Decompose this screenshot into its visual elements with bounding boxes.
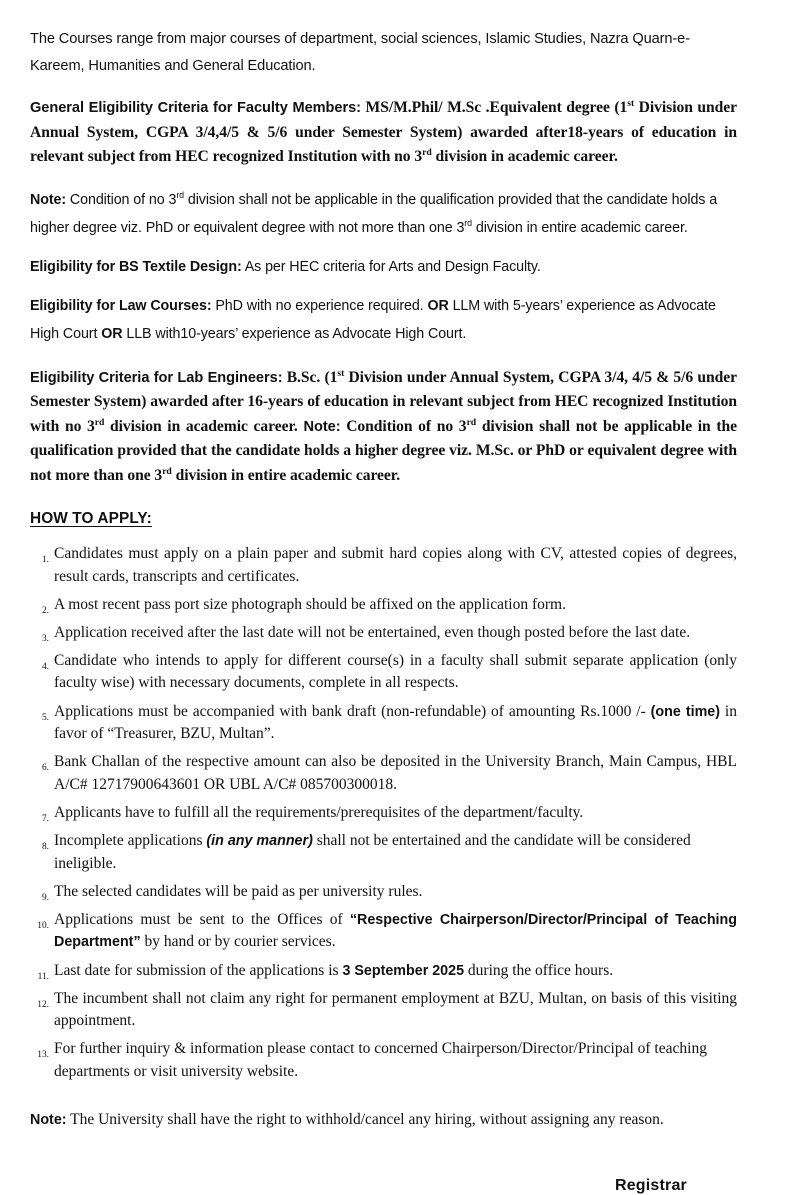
note-bottom-paragraph xyxy=(30,1109,737,1131)
list-item-text: Applicants have to fulfill all the requirements/prerequisites of the department/faculty. xyxy=(54,803,584,821)
list-item-text: Candidate who intends to apply for different course(s) in a faculty shall submit separate application (only faculty wise) with necessary documents, complete in all respects. xyxy=(54,651,737,692)
lab-engineers-sup-3: rd xyxy=(466,416,477,428)
general-eligibility-label: General Eligibility Criteria for Faculty Members: xyxy=(30,100,361,116)
spacer xyxy=(30,488,737,510)
lab-engineers-body-6: division in entire academic career. xyxy=(171,466,401,484)
list-item xyxy=(30,701,737,746)
list-item-number: 4. xyxy=(41,661,49,672)
law-courses-or-1: OR xyxy=(427,297,449,314)
lab-engineers-body-5: division shall not be applicable in the qualification provided that the candidate holds a higher degree viz. M.Sc. or PhD or equivalent degree with not more than one 3 xyxy=(30,417,737,484)
apply-instructions-list xyxy=(30,543,737,1083)
list-item-number: 3. xyxy=(41,633,49,644)
how-to-apply-heading: HOW TO APPLY: xyxy=(30,510,152,527)
bs-textile-body: As per HEC criteria for Arts and Design Faculty. xyxy=(241,258,541,275)
lab-engineers-sup-2: rd xyxy=(94,416,105,428)
list-item-text: Application received after the last date will not be entertained, even though posted before the last date. xyxy=(54,623,691,641)
bs-textile-paragraph xyxy=(30,253,737,281)
list-item-number: 12. xyxy=(37,999,49,1010)
list-item xyxy=(30,988,737,1033)
list-item-text-2: in favor of “Treasurer, BZU, Multan”. xyxy=(54,702,737,743)
lab-engineers-body-3: division in academic career. xyxy=(104,417,304,435)
intro-paragraph: The Courses range from major courses of department, social sciences, Islamic Studies, Nazra Quarn-e-Kareem, Humanities and General Education. xyxy=(30,31,690,74)
general-eligibility-paragraph xyxy=(30,96,737,170)
note-top-paragraph xyxy=(30,186,737,242)
lab-engineers-body-2: Division under Annual System, CGPA 3/4, 4/5 & 5/6 under Semester System) awarded after 16-years of education in relevant subject from HEC recognized Institution with no 3 xyxy=(30,368,737,435)
list-item xyxy=(30,543,737,588)
general-eligibility-body-3: division in academic career. xyxy=(431,148,618,165)
list-item-number: 13. xyxy=(37,1050,49,1061)
note-bottom-body: The University shall have the right to withhold/cancel any hiring, without assigning any reason. xyxy=(66,1110,664,1128)
note-top-sup-1: rd xyxy=(176,189,184,200)
note-top-body-2: division shall not be applicable in the qualification provided that the candidate holds a higher degree viz. PhD or equivalent degree with not more than one 3 xyxy=(30,191,718,236)
list-item xyxy=(30,802,737,825)
general-eligibility-sup-1: st xyxy=(627,97,635,109)
list-item-number: 1. xyxy=(41,555,49,565)
lab-engineers-paragraph xyxy=(30,366,737,489)
list-item-number: 11. xyxy=(37,971,49,982)
law-courses-body-2: LLM with 5-years’ experience as Advocate High Court xyxy=(30,297,716,342)
list-item xyxy=(30,594,737,617)
spacer xyxy=(30,348,737,366)
list-item-number: 9. xyxy=(41,892,49,903)
list-item-text-1: Applications must be accompanied with bank draft (non-refundable) of amounting Rs.1000 /- xyxy=(54,702,651,720)
lab-engineers-body-4: Condition of no 3 xyxy=(340,417,467,435)
list-item-text-1: Applications must be sent to the Offices of xyxy=(54,910,350,928)
note-top-label: Note: xyxy=(30,191,67,208)
list-item-number: 7. xyxy=(41,813,49,824)
list-item-number: 10. xyxy=(37,920,49,931)
list-item-text-2: shall not be entertained and the candidate will be considered ineligible. xyxy=(54,832,691,872)
list-item-text: Bank Challan of the respective amount can also be deposited in the University Branch, Main Campus, HBL A/C# 12717900643601 OR UBL A/C# 085700300018. xyxy=(54,753,737,793)
list-item-text-2: during the office hours. xyxy=(464,961,614,979)
list-item xyxy=(30,909,737,954)
spacer xyxy=(30,82,737,96)
note-bottom-label: Note: xyxy=(30,1111,67,1128)
list-item-text: Candidates must apply on a plain paper and submit hard copies along with CV, attested copies of degrees, result cards, transcripts and certificates. xyxy=(54,545,737,585)
spacer xyxy=(30,1089,737,1109)
list-item-text-2: by hand or by courier services. xyxy=(140,933,336,951)
lab-engineers-body-1: B.Sc. (1 xyxy=(282,368,338,386)
list-item xyxy=(30,830,737,875)
law-courses-label: Eligibility for Law Courses: xyxy=(30,297,212,314)
signature-registrar: Registrar xyxy=(614,1176,687,1194)
list-item xyxy=(30,881,737,904)
list-item-bold-italic: (in any manner) xyxy=(206,833,313,850)
law-courses-or-2: OR xyxy=(101,325,123,342)
law-courses-body-3: LLB with10-years’ experience as Advocate High Court. xyxy=(122,325,467,342)
lab-engineers-sup-4: rd xyxy=(162,465,172,477)
note-top-sup-2: rd xyxy=(464,217,472,228)
list-item-bold: “Respective Chairperson/Director/Principal of Teaching Department” xyxy=(54,911,737,951)
general-eligibility-sup-2: rd xyxy=(422,146,432,158)
bs-textile-label: Eligibility for BS Textile Design: xyxy=(30,258,242,275)
general-eligibility-body-1: MS/M.Phil/ M.Sc .Equivalent degree (1 xyxy=(361,99,628,116)
spacer xyxy=(30,528,737,543)
law-courses-paragraph xyxy=(30,292,737,348)
lab-engineers-note-label: Note: xyxy=(303,418,341,435)
list-item-bold: 3 September 2025 xyxy=(342,962,465,979)
list-item xyxy=(30,751,737,796)
spacer xyxy=(30,170,737,186)
list-item-text: For further inquiry & information please contact to concerned Chairperson/Director/Principal of teaching departments or visit university website. xyxy=(54,1040,707,1080)
list-item xyxy=(30,650,737,695)
list-item-number: 5. xyxy=(41,712,49,723)
spacer xyxy=(30,1131,737,1161)
list-item-number: 2. xyxy=(41,605,49,616)
list-item-number: 8. xyxy=(41,842,49,853)
law-courses-body-1: PhD with no experience required. xyxy=(211,297,428,314)
lab-engineers-sup-1: st xyxy=(337,367,345,379)
list-item xyxy=(30,622,737,645)
list-item-bold: (one time) xyxy=(650,703,721,720)
list-item-text-1: Incomplete applications xyxy=(54,832,207,850)
spacer xyxy=(30,242,737,253)
list-item xyxy=(30,960,737,983)
lab-engineers-label: Eligibility Criteria for Lab Engineers: xyxy=(30,369,283,386)
general-eligibility-body-2: Division under Annual System, CGPA 3/4,4/5 & 5/6 under Semester System) awarded after18-years of education in relevant subject from HEC recognized Institution with no 3 xyxy=(30,99,737,165)
note-top-body-3: division in entire academic career. xyxy=(471,219,688,236)
list-item-text: A most recent pass port size photograph should be affixed on the application form. xyxy=(54,595,566,613)
list-item-number: 6. xyxy=(41,763,49,774)
note-top-body-1: Condition of no 3 xyxy=(66,191,177,208)
list-item xyxy=(30,1038,737,1083)
spacer xyxy=(30,281,737,292)
list-item-text-1: Last date for submission of the applications is xyxy=(54,961,343,979)
list-item-text: The selected candidates will be paid as per university rules. xyxy=(54,882,423,900)
list-item-text: The incumbent shall not claim any right for permanent employment at BZU, Multan, on basis of this visiting appointment. xyxy=(54,989,737,1030)
